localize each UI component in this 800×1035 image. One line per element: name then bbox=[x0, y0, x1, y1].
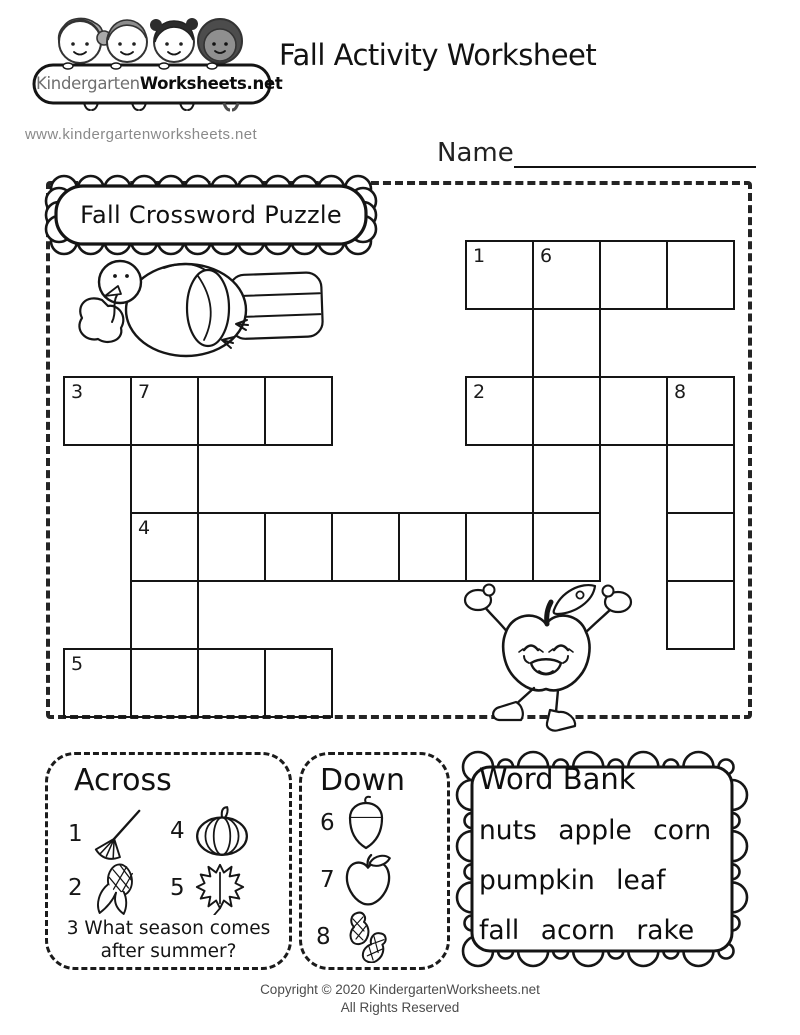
crossword-cell[interactable] bbox=[532, 512, 601, 582]
across-question-number: 3 bbox=[66, 918, 79, 939]
logo-text-bold: Worksheets.net bbox=[139, 74, 283, 93]
across-box bbox=[45, 752, 292, 970]
crossword-cell[interactable] bbox=[666, 444, 735, 514]
crossword-cell[interactable] bbox=[130, 376, 199, 446]
clue-number: 5 bbox=[170, 875, 185, 901]
puzzle-label bbox=[42, 174, 380, 258]
across-clue-1 bbox=[68, 807, 145, 861]
crossword-cell[interactable] bbox=[532, 240, 601, 310]
crossword-cell[interactable] bbox=[465, 240, 534, 310]
cell-number: 1 bbox=[473, 245, 486, 267]
footer-rights: All Rights Reserved bbox=[340, 1000, 460, 1016]
crossword-cell[interactable] bbox=[197, 648, 266, 718]
cell-number: 4 bbox=[138, 517, 151, 539]
name-label: Name bbox=[437, 138, 514, 168]
name-input-line[interactable] bbox=[514, 140, 756, 168]
puzzle-label-text: Fall Crossword Puzzle bbox=[80, 201, 342, 229]
acorn-icon bbox=[343, 795, 389, 851]
footer-copyright: Copyright © 2020 KindergartenWorksheets.net bbox=[260, 982, 540, 997]
crossword-cell[interactable] bbox=[532, 444, 601, 514]
crossword-cell[interactable] bbox=[465, 512, 534, 582]
down-clue-6 bbox=[320, 795, 389, 851]
crossword-cell[interactable] bbox=[264, 376, 333, 446]
crossword-cell[interactable] bbox=[532, 308, 601, 378]
cell-number: 3 bbox=[71, 381, 84, 403]
crossword-cell[interactable] bbox=[331, 512, 400, 582]
clue-number: 8 bbox=[316, 924, 331, 950]
word-bank-row: nuts apple corn bbox=[479, 815, 712, 846]
across-clue-4 bbox=[170, 805, 251, 857]
crossword-cell[interactable] bbox=[197, 512, 266, 582]
crossword-cell[interactable] bbox=[130, 580, 199, 650]
crossword-cell[interactable] bbox=[63, 648, 132, 718]
crossword-cell[interactable] bbox=[398, 512, 467, 582]
crossword-cell[interactable] bbox=[666, 376, 735, 446]
down-clue-8 bbox=[316, 911, 403, 963]
peanuts-icon bbox=[339, 911, 403, 963]
down-box bbox=[299, 752, 450, 970]
across-question bbox=[58, 917, 279, 963]
crossword-cell[interactable] bbox=[599, 376, 668, 446]
name-row bbox=[437, 138, 756, 168]
logo-banner bbox=[36, 69, 283, 99]
crossword-cell[interactable] bbox=[264, 512, 333, 582]
clue-number: 2 bbox=[68, 875, 83, 901]
crossword-cell[interactable] bbox=[666, 580, 735, 650]
cell-number: 6 bbox=[540, 245, 553, 267]
crossword-cell[interactable] bbox=[465, 376, 534, 446]
word-bank-title: Word Bank bbox=[479, 762, 636, 796]
down-clue-7 bbox=[320, 853, 393, 907]
across-clue-5 bbox=[170, 861, 247, 915]
crossword-cell[interactable] bbox=[666, 512, 735, 582]
apple-icon bbox=[343, 853, 393, 907]
cell-number: 7 bbox=[138, 381, 151, 403]
crossword-cell[interactable] bbox=[130, 648, 199, 718]
clue-number: 6 bbox=[320, 810, 335, 836]
crossword-cell[interactable] bbox=[197, 376, 266, 446]
crossword-cell[interactable] bbox=[599, 240, 668, 310]
word-bank-box bbox=[452, 746, 752, 978]
clue-number: 7 bbox=[320, 867, 335, 893]
cell-number: 8 bbox=[674, 381, 687, 403]
across-title: Across bbox=[74, 763, 172, 798]
clue-number: 4 bbox=[170, 818, 185, 844]
crossword-cell[interactable] bbox=[532, 376, 601, 446]
logo-text-light: Kindergarten bbox=[36, 74, 140, 93]
crossword-cell[interactable] bbox=[666, 240, 735, 310]
down-title: Down bbox=[320, 763, 406, 798]
crossword-cell[interactable] bbox=[63, 376, 132, 446]
apple-character-illustration bbox=[448, 576, 666, 738]
pumpkin-icon bbox=[193, 805, 251, 857]
clue-number: 1 bbox=[68, 821, 83, 847]
corn-icon bbox=[91, 861, 141, 915]
logo-url: www.kindergartenworksheets.net bbox=[24, 126, 258, 143]
crossword-cell[interactable] bbox=[264, 648, 333, 718]
turkey-illustration bbox=[68, 246, 330, 366]
word-bank-row: fall acorn rake bbox=[479, 915, 695, 946]
leaf-icon bbox=[193, 861, 247, 915]
footer bbox=[0, 981, 800, 1017]
word-bank-row: pumpkin leaf bbox=[479, 865, 666, 896]
cell-number: 2 bbox=[473, 381, 486, 403]
page-title: Fall Activity Worksheet bbox=[279, 38, 597, 72]
crossword-cell[interactable] bbox=[130, 444, 199, 514]
across-question-text: What season comes after summer? bbox=[84, 918, 271, 963]
across-clue-2 bbox=[68, 861, 141, 915]
crossword-cell[interactable] bbox=[130, 512, 199, 582]
cell-number: 5 bbox=[71, 653, 84, 675]
rake-icon bbox=[91, 807, 145, 861]
